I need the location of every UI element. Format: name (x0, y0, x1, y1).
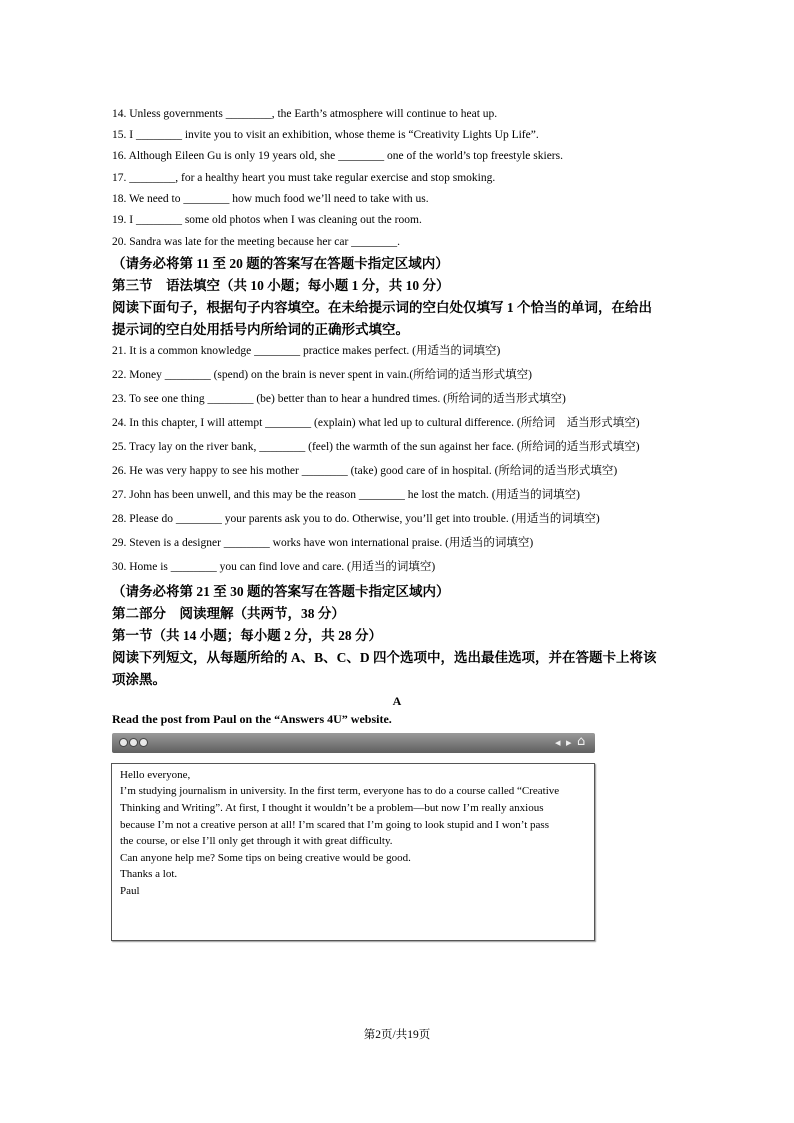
part2-instruction-line1: 阅读下列短文，从每题所给的 A、B、C、D 四个选项中，选出最佳选项，并在答题卡上将该 (112, 650, 657, 665)
post-text-line: Can anyone help me? Some tips on being creative would be good. (120, 852, 411, 864)
part2-instruction-line2: 项涂黑。 (112, 672, 166, 687)
question-27: 27. John has been unwell, and this may be the reason ________ he lost the match. (用适当的词填空) (112, 489, 580, 501)
section3-heading: 第三节 语法填空（共 10 小题；每小题 1 分，共 10 分） (112, 278, 450, 293)
passage-intro: Read the post from Paul on the “Answers 4U” website. (112, 712, 392, 726)
question-30: 30. Home is ________ you can find love and care. (用适当的词填空) (112, 561, 436, 573)
section3-instruction-line2: 提示词的空白处用括号内所给词的正确形式填空。 (112, 322, 409, 337)
post-text-line: Thinking and Writing”. At first, I thought it wouldn’t be a problem—but now I’m really anxious (120, 802, 544, 814)
question-22: 22. Money ________ (spend) on the brain is never spent in vain.(所给词的适当形式填空) (112, 369, 533, 381)
window-dot-icon (119, 738, 128, 747)
forward-arrow-icon: ▸ (566, 736, 572, 749)
answer-note-11-20: （请务必将第 11 至 20 题的答案写在答题卡指定区域内） (112, 256, 449, 271)
question-23: 23. To see one thing ________ (be) better than to hear a hundred times. (所给词的适当形式填空) (112, 393, 566, 405)
section3-instruction-line1: 阅读下面句子，根据句子内容填空。在未给提示词的空白处仅填写 1 个恰当的单词，在给出 (112, 300, 652, 315)
question-29: 29. Steven is a designer ________ works have won international praise. (用适当的词填空) (112, 537, 534, 549)
part2-section1-heading: 第一节（共 14 小题；每小题 2 分，共 28 分） (112, 628, 382, 643)
page-number: 第2页/共19页 (363, 1029, 431, 1041)
question-15: 15. I ________ invite you to visit an exhibition, whose theme is “Creativity Lights Up Life”. (112, 129, 539, 141)
question-16: 16. Although Eileen Gu is only 19 years old, she ________ one of the world’s top freestyle skiers. (112, 150, 563, 162)
question-21: 21. It is a common knowledge ________ practice makes perfect. (用适当的词填空) (112, 345, 501, 357)
home-icon: ⌂ (577, 734, 586, 749)
question-14: 14. Unless governments ________, the Earth’s atmosphere will continue to heat up. (112, 108, 498, 120)
question-20: 20. Sandra was late for the meeting because her car ________. (112, 236, 401, 248)
back-arrow-icon: ◂ (555, 736, 561, 749)
question-28: 28. Please do ________ your parents ask you to do. Otherwise, you’ll get into trouble. (用适当的词填空) (112, 513, 600, 525)
question-25: 25. Tracy lay on the river bank, ________ (feel) the warmth of the sun against her face. (所给词的适当形式填空) (112, 441, 640, 453)
post-text-line: the course, or else I’ll only get through it with great difficulty. (120, 835, 393, 847)
question-18: 18. We need to ________ how much food we’ll need to take with us. (112, 193, 429, 205)
window-dot-icon (139, 738, 148, 747)
post-signature: Paul (120, 885, 140, 897)
post-content-box (111, 763, 595, 941)
post-text-line: because I’m not a creative person at all! I’m scared that I’m going to look stupid and I won’t pass (120, 819, 549, 831)
part2-heading: 第二部分 阅读理解（共两节，38 分） (112, 606, 345, 621)
browser-toolbar (112, 733, 595, 753)
answer-note-21-30: （请务必将第 21 至 30 题的答案写在答题卡指定区域内） (112, 584, 450, 599)
question-26: 26. He was very happy to see his mother ________ (take) good care of in hospital. (所给词的适当形式填空) (112, 465, 618, 477)
post-text-line: I’m studying journalism in university. In the first term, everyone has to do a course called “Creative (120, 785, 560, 797)
question-24: 24. In this chapter, I will attempt ________ (explain) what led up to cultural difference. (所给词 适当形式填空) (112, 417, 640, 429)
post-greeting: Hello everyone, (120, 769, 191, 781)
passage-letter: A (392, 694, 402, 708)
question-19: 19. I ________ some old photos when I was cleaning out the room. (112, 214, 422, 226)
question-17: 17. ________, for a healthy heart you must take regular exercise and stop smoking. (112, 172, 496, 184)
post-thanks: Thanks a lot. (120, 868, 178, 880)
window-dot-icon (129, 738, 138, 747)
